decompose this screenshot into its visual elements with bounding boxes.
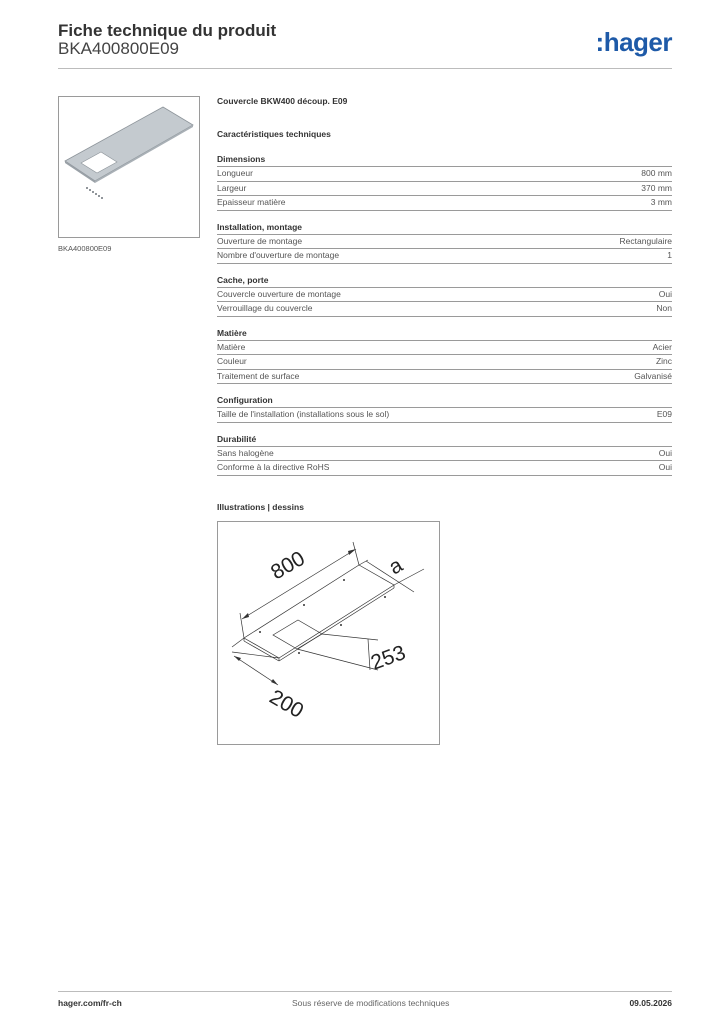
dimension-width-label: a [385,553,407,580]
spec-value: Acier [652,341,672,352]
hager-logo [596,27,672,58]
spec-label: Couvercle ouverture de montage [217,288,341,299]
spec-value: 370 mm [641,182,672,193]
technical-drawing [217,521,440,745]
spec-row [217,446,672,461]
header-divider [58,68,672,69]
dimension-cutout-label: 200 [265,685,308,723]
spec-label: Matière [217,341,246,352]
section-title: Installation, montage [217,221,303,232]
spec-row [217,460,672,476]
spec-label: Verrouillage du couvercle [217,303,313,313]
spec-label: Nombre d'ouverture de montage [217,250,340,260]
illustrations-title: Illustrations | dessins [217,502,304,512]
spec-label: Largeur [217,182,247,193]
footer-disclaimer: Sous réserve de modifications techniques [292,998,450,1008]
footer-divider [58,991,672,992]
product-name: Couvercle BKW400 découp. E09 [217,96,348,106]
section-title: Matière [217,327,247,338]
section-title: Cache, porte [217,274,269,285]
spec-label: Conforme à la directive RoHS [217,462,330,472]
spec-section-configuration [217,395,672,423]
spec-section-dimensions [217,154,672,211]
page-title: Fiche technique du produit [58,21,277,40]
thumbnail-caption: BKA400800E09 [58,244,112,253]
spec-label: Longueur [217,168,253,178]
spec-value: Rectangulaire [619,235,672,246]
spec-row [217,234,672,249]
spec-section-durabilite [217,434,672,476]
spec-label: Traitement de surface [217,370,300,381]
product-reference: BKA400800E09 [58,39,179,58]
section-title: Durabilité [217,433,257,444]
product-thumbnail [58,96,200,238]
spec-value: 800 mm [641,168,672,178]
spec-panel [217,96,672,487]
spec-section-cache-porte [217,275,672,317]
characteristics-title: Caractéristiques techniques [217,129,331,139]
spec-row [217,407,672,423]
spec-row [217,287,672,302]
spec-row [217,166,672,181]
spec-row [217,354,672,369]
spec-value: Non [656,303,672,313]
spec-label: Sans halogène [217,447,274,458]
spec-label: Couleur [217,356,247,366]
dimension-length-label: 800 [267,546,309,585]
spec-section-installation [217,222,672,264]
spec-value: Oui [658,462,672,472]
product-image [59,97,199,237]
spec-row [217,340,672,355]
spec-value: E09 [656,409,672,419]
spec-row [217,195,672,211]
dimension-depth-label: 253 [367,641,409,675]
spec-row [217,181,672,196]
footer-website: hager.com/fr-ch [58,998,122,1008]
spec-value: Oui [658,288,672,299]
spec-label: Epaisseur matière [217,197,286,207]
spec-value: Galvanisé [634,370,672,381]
spec-value: Oui [658,447,672,458]
spec-value: Zinc [655,356,672,366]
spec-row [217,248,672,264]
section-title: Configuration [217,395,273,405]
spec-row [217,301,672,317]
dimension-drawing [218,522,439,744]
spec-row [217,369,672,385]
footer-date: 09.05.2026 [629,998,672,1008]
spec-label: Taille de l'installation (installations sous le sol) [217,409,390,419]
section-title: Dimensions [217,154,266,164]
spec-label: Ouverture de montage [217,235,303,246]
spec-value: 1 [667,250,672,260]
spec-value: 3 mm [650,197,672,207]
spec-section-matiere [217,328,672,385]
logo-prefix: : [595,27,604,57]
logo-text: hager [603,27,672,57]
